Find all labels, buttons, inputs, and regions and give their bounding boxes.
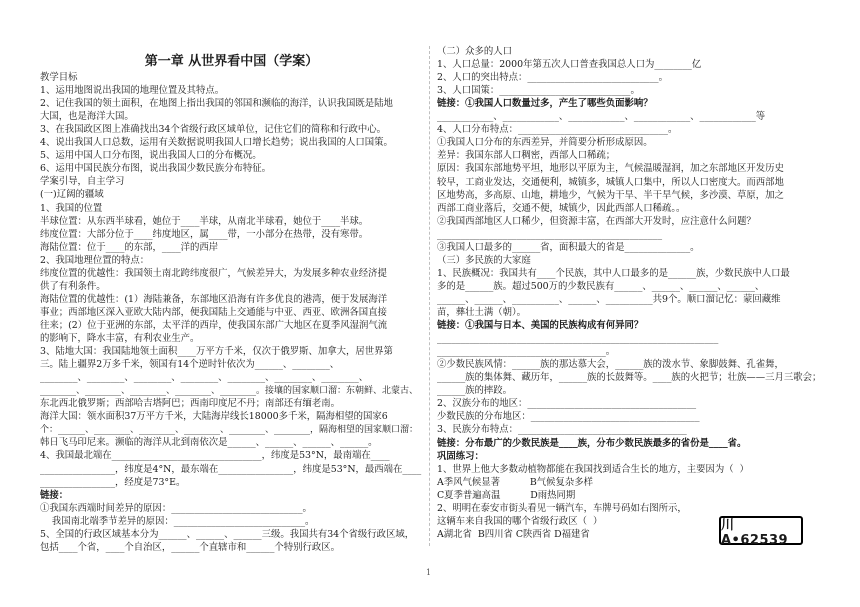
right-text-line: 链接：①我国与日本、美国的民族构成有何异同？ (437, 320, 644, 332)
right-text-line: 这辆车来自我国的哪个省级行政区（ ） (437, 515, 603, 527)
right-text-line: （三）多民族的大家庭 (437, 254, 531, 266)
left-text-line: 链接： (40, 489, 69, 501)
right-text-line: 3、人口国策：____________________________。 (437, 85, 640, 97)
right-text-line: 2、人口的突出特点：____________________________。 (437, 72, 668, 84)
right-text-line: ____________、____________、____________、____________、____________等 (437, 111, 766, 123)
right-text-line: ______、______、__________、______、__________共9个。顺口溜记忆：蒙回藏维 (437, 293, 781, 305)
right-text-line: A湖北省 B四川省 C陕西省 D福建省 (437, 528, 590, 540)
left-text-line: ________________，经度是73°E。 (40, 476, 186, 488)
left-text-line: 3、陆地大国：我国陆地领土面积____万平方千米，仅次于俄罗斯、加拿大，居世界第 (40, 346, 393, 358)
left-text-line: 5、全国的行政区域基本分为______、______、______三级。我国共有34个省级行政区域， (40, 528, 415, 540)
left-text-line: 海陆位置：位于____的东部，____洋的西岸 (40, 241, 219, 253)
left-text-line: 东北西北俄罗斯；西部哈吉塔阿巴；西南印度尼不丹；南部还有缅老南。 (40, 398, 341, 410)
left-text-line: ________________，纬度是4°N，最东端在________________，纬度是53°N，最西端在____ (40, 463, 422, 475)
right-text-line: ②我国西部地区人口稀少，但资源丰富，在西部大开发时，应注意什么问题？ (437, 215, 756, 227)
left-text-line: 学案引导，自主学习 (40, 176, 125, 188)
left-text-line: 2、记住我国的领土面积，在地图上指出我国的邻国和濒临的海洋，认识我国既是陆地 (40, 98, 393, 110)
left-text-line: 往来；(2）位于亚洲的东部，太平洋的西岸，使我国东部广大地区在夏季风湿润气流 (40, 319, 388, 331)
right-text-line: ______族的摔跤。 (437, 385, 513, 397)
right-text-line: 2、汉族分布的地区：____________________________________ (437, 398, 697, 410)
right-text-line: （二）众多的人口 (437, 46, 513, 57)
right-text-line: ____________________________________________________________ (437, 333, 719, 345)
right-text-line: ________________________________________________ (437, 228, 662, 240)
left-text-line: 1、运用地图说出我国的地理位置及其特点。 (40, 85, 225, 97)
left-text-line: 的影响下，降水丰富，有利农业生产。 (40, 333, 200, 344)
left-text-line: (一)辽阔的疆域 (40, 189, 104, 201)
right-text-line: 1、人口总量：2000年第五次人口普查我国总人口为________亿 (437, 59, 702, 71)
left-text-line: ________、________、________、________、________、________、________、 (40, 372, 369, 384)
right-text-line: 4、人口分布特点：________________________________。 (437, 124, 678, 136)
left-text-line: 三。陆上疆界2万多千米，领国有14个逆时针依次为______、________、 (40, 359, 340, 371)
right-text-line: 差异：我国东部人口稠密，西部人口稀疏； (437, 150, 616, 162)
left-text-line: 6、运用中国民族分布图，说出我国少数民族分布特征。 (40, 163, 271, 175)
right-text-line: 1、民族概况：我国共有____个民族，其中人口最多的是______族，少数民族中人口最 (437, 267, 790, 279)
right-text-line: 多的是______族。超过500万的少数民族有______、______、______、______、 (437, 280, 765, 292)
right-text-line: 链接：①我国人口数量过多，产生了哪些负面影响？ (437, 98, 653, 110)
right-text-line: 链接：分布最广的少数民族是____族，分布少数民族最多的省份是____省。 (437, 437, 747, 449)
left-text-line: 韩日飞马印尼来。濒临的海洋从北到南依次是______、______、______、______。 (40, 437, 378, 449)
left-text-line: 4、我国最北端在________________________________，纬度是53°N，最南端在____ (40, 450, 390, 462)
right-text-line: 区地势高，多高原、山地，耕地少，气候为干旱、半干旱气候，多沙漠、草原，加之 (437, 189, 784, 201)
left-text-line: 纬度位置的优越性：我国领土南北跨纬度很广，气候差异大，为发展多种农业经济提 (40, 267, 387, 279)
left-text-line: 5、运用中国人口分布图，说出我国人口的分布概况。 (40, 150, 262, 162)
left-text-line: 海陆位置的优越性：(1）海陆兼备，东部地区沿海有许多优良的港湾，便于发展海洋 (40, 293, 388, 305)
right-text-line: ____________________________________。 (437, 346, 616, 358)
right-text-line: A季风气候显著 B气候复杂多样 (437, 476, 593, 488)
right-text-line: 巩固练习： (437, 450, 484, 462)
left-text-line: 3、在我国政区图上准确找出34个省级行政区域单位，记住它们的简称和行政中心。 (40, 124, 387, 136)
left-text-line: 教学目标 (40, 72, 78, 83)
right-text-line: ①我国人口分布的东西差异，并简要分析形成原因。 (437, 137, 653, 149)
left-text-line: 纬度位置：大部分位于____纬度地区，属____带，一小部分在热带，没有寒带。 (40, 228, 369, 240)
left-text-line: ①我国东西端时间差异的原因：____________________________。 (40, 502, 312, 514)
right-text-line: 原因：我国东部地势平坦，地形以平原为主，气候温暖湿润，加之东部地区开发历史 (437, 163, 784, 175)
left-text-line: 2、我国地理位置的特点： (40, 254, 150, 266)
left-text-line: 我国南北端季节差异的原因：____________________________。 (40, 515, 315, 527)
right-text-line: 少数民族的分布地区：____________________________________ (437, 411, 700, 423)
left-text-line: 1、我国的位置 (40, 202, 103, 214)
right-text-line: 1、世界上他大多数动植物都能在我国找到适合生长的地方，主要因为（ ） (437, 463, 749, 475)
column-divider (429, 46, 430, 546)
left-text-line: 大国，也是海洋大国。 (40, 111, 134, 123)
right-text-line: ③我国人口最多的______省，面积最大的省是______________。 (437, 241, 700, 253)
left-text-line: 个：______、________、________、________、________、________，隔海相望的国家顺口溜： (40, 425, 419, 436)
right-text-line: 2、明明在泰安市街头看见一辆汽车，车牌号码如右图所示， (437, 502, 687, 514)
right-text-line: C夏季普遍高温 D雨热同期 (437, 489, 576, 501)
left-text-line: 事业；西部地区深入亚欧大陆内部，便我国陆上交通能与中亚、西亚、欧洲各国直接 (40, 306, 387, 318)
page-title: 第一章 从世界看中国（学案） (144, 54, 319, 69)
left-text-line: 供了有利条件。 (40, 280, 106, 292)
left-text-line: ________、________、________、________、________。接壤的国家顺口溜：东朝鲜、北蒙古、 (40, 386, 419, 397)
left-text-line: 海洋大国：领水面积37万平方千米，大陆海岸线长18000多千米，隔海相望的国家6 (40, 411, 388, 423)
right-text-line: 苗，彝壮土满（朝）。 (437, 307, 527, 318)
right-text-line: 西部工商业落后，交通不便，城镇少，因此西部人口稀疏。。 (437, 202, 686, 214)
left-text-line: 4、说出我国人口总数，运用有关数据说明我国人口增长趋势；说出我国的人口国策。 (40, 137, 393, 149)
left-text-line: 半球位置：从东西半球看，她位于____半球，从南北半球看，她位于____半球。 (40, 215, 369, 227)
left-text-line: 包括____个省，____个自治区，______个直辖市和______个特别行政区。 (40, 541, 341, 553)
right-text-line: 3、民族分布特点：____________________________________ (437, 424, 687, 436)
page-number: 1 (426, 568, 432, 577)
right-text-line: ______族的集体舞、藏历年，______族的长鼓舞等。____族的火把节；壮族——三月三歌会； (437, 372, 822, 384)
right-text-line: ②少数民族风情：______族的那达慕大会，______族的泼水节、象脚鼓舞、孔雀舞， (437, 359, 784, 371)
license-plate-image: 川A•62539 (719, 516, 803, 545)
right-text-line: 较早，工商业发达，交通便利，城镇多，城镇人口集中，所以人口密度大。而西部地 (437, 176, 784, 188)
